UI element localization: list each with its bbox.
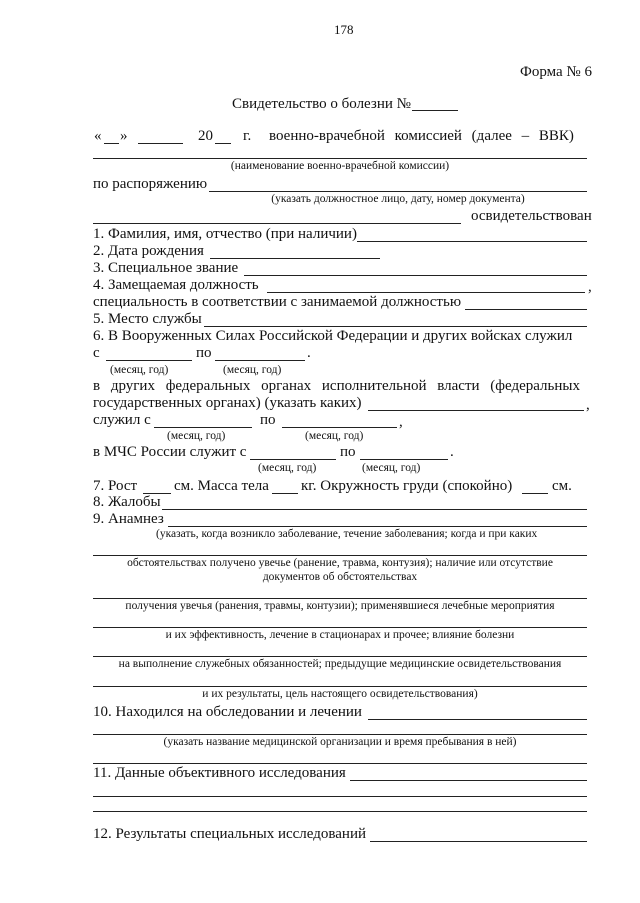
page-number: 178 bbox=[334, 22, 354, 37]
field-6-mchs-to-label: по bbox=[340, 444, 356, 460]
commission-name-field[interactable] bbox=[93, 158, 587, 159]
field-6-mchs-label: в МЧС России служит с bbox=[93, 444, 247, 460]
field-1-label: 1. Фамилия, имя, отчество (при наличии) bbox=[93, 226, 357, 242]
field-6-served-to-input[interactable] bbox=[282, 427, 397, 428]
field-6-from-input[interactable] bbox=[106, 360, 192, 361]
field-9-hint-6: на выполнение служебных обязанностей; предыдущие медицинские освидетельствования bbox=[118, 658, 562, 670]
field-12-label: 12. Результаты специальных исследований bbox=[93, 826, 366, 842]
field-7-chest-input[interactable] bbox=[522, 493, 548, 494]
field-6-label: 6. В Вооруженных Силах Российской Федерации и других войсках служил bbox=[93, 328, 573, 344]
field-4-input[interactable] bbox=[267, 292, 585, 293]
field-6-mchs-from-input[interactable] bbox=[250, 459, 336, 460]
date-open-quote: « bbox=[94, 128, 102, 144]
field-6-other-input[interactable] bbox=[368, 410, 584, 411]
date-close-quote: » bbox=[120, 128, 128, 144]
field-1-input[interactable] bbox=[357, 241, 587, 242]
field-4-label: 4. Замещаемая должность bbox=[93, 277, 259, 293]
field-9-hint-5: и их эффективность, лечение в стационарах и прочее; влияние болезни bbox=[165, 629, 515, 641]
year-prefix: 20 bbox=[198, 128, 213, 144]
field-6-other-line2: государственных органах) (указать каких) bbox=[93, 395, 362, 411]
field-6-other-comma: , bbox=[586, 397, 590, 413]
field-5-input[interactable] bbox=[204, 326, 587, 327]
field-6-served-hint-to: (месяц, год) bbox=[305, 430, 364, 442]
field-6-mchs-to-input[interactable] bbox=[360, 459, 448, 460]
field-6-mchs-hint-from: (месяц, год) bbox=[258, 462, 317, 474]
examined-person-field[interactable] bbox=[93, 223, 461, 224]
field-7-weight-label: см. Масса тела bbox=[174, 478, 269, 494]
field-10-label: 10. Находился на обследовании и лечении bbox=[93, 704, 362, 720]
field-9-line-5[interactable] bbox=[93, 656, 587, 657]
examined-label: освидетельствован bbox=[471, 208, 592, 224]
field-6-to-input[interactable] bbox=[215, 360, 305, 361]
field-6-hint-to: (месяц, год) bbox=[223, 364, 282, 376]
field-2-label: 2. Дата рождения bbox=[93, 243, 204, 259]
field-12-input[interactable] bbox=[370, 841, 587, 842]
order-hint: (указать должностное лицо, дату, номер документа) bbox=[271, 193, 525, 205]
field-6-served-from-input[interactable] bbox=[154, 427, 252, 428]
form-label: Форма № 6 bbox=[520, 64, 592, 80]
field-6-served-hint-from: (месяц, год) bbox=[167, 430, 226, 442]
field-6-hint-from: (месяц, год) bbox=[110, 364, 169, 376]
field-10-line-3[interactable] bbox=[93, 763, 587, 764]
field-4b-input[interactable] bbox=[465, 309, 587, 310]
year-field[interactable] bbox=[215, 143, 231, 144]
field-9-label: 9. Анамнез bbox=[93, 511, 164, 527]
field-11-input[interactable] bbox=[350, 780, 587, 781]
field-7-height-label: 7. Рост bbox=[93, 478, 138, 494]
field-6-served-to-label: по bbox=[260, 412, 276, 428]
field-6-served-comma: , bbox=[399, 414, 403, 430]
field-9-line-6[interactable] bbox=[93, 686, 587, 687]
field-11-label: 11. Данные объективного исследования bbox=[93, 765, 346, 781]
commission-text: военно-врачебной комиссией (далее – ВВК) bbox=[269, 128, 574, 144]
field-2-input[interactable] bbox=[210, 258, 380, 259]
field-6-mchs-dot: . bbox=[450, 444, 454, 460]
field-9-input[interactable] bbox=[168, 526, 587, 527]
field-6-to-dot: . bbox=[307, 345, 311, 361]
field-10-hint: (указать название медицинской организации и время пребывания в ней) bbox=[163, 736, 517, 748]
field-6-other-line1: в других федеральных органах исполнительной власти (федеральных bbox=[93, 378, 580, 394]
field-6-served-label: служил с bbox=[93, 412, 151, 428]
field-9-hint-3: документов об обстоятельствах bbox=[262, 571, 418, 583]
field-3-input[interactable] bbox=[244, 275, 587, 276]
field-9-hint-4: получения увечья (ранения, травмы, контузии); применявшиеся лечебные мероприятия bbox=[125, 600, 555, 612]
order-field[interactable] bbox=[209, 191, 587, 192]
commission-hint: (наименование военно-врачебной комиссии) bbox=[230, 160, 450, 172]
field-9-line-3[interactable] bbox=[93, 598, 587, 599]
field-4-comma: , bbox=[588, 279, 592, 295]
field-9-hint-1: (указать, когда возникло заболевание, течение заболевания; когда и при каких bbox=[156, 528, 538, 540]
field-9-hint-7: и их результаты, цель настоящего освидетельствования) bbox=[202, 688, 478, 700]
month-field[interactable] bbox=[138, 143, 183, 144]
field-6-mchs-hint-to: (месяц, год) bbox=[362, 462, 421, 474]
field-4b-label: специальность в соответствии с занимаемой должностью bbox=[93, 294, 462, 310]
day-field[interactable] bbox=[104, 143, 119, 144]
field-10-line-2[interactable] bbox=[93, 734, 587, 735]
field-9-hint-2: обстоятельствах получено увечье (ранение, травма, контузия); наличие или отсутствие bbox=[127, 557, 553, 569]
field-9-line-2[interactable] bbox=[93, 555, 587, 556]
field-7-cm-label: см. bbox=[552, 478, 572, 494]
by-order-label: по распоряжению bbox=[93, 176, 208, 192]
document-title: Свидетельство о болезни № bbox=[232, 96, 411, 112]
field-11-line-2[interactable] bbox=[93, 796, 587, 797]
field-8-label: 8. Жалобы bbox=[93, 494, 161, 510]
field-6-from-label: с bbox=[93, 345, 100, 361]
year-suffix: г. bbox=[243, 128, 252, 144]
field-11-line-3[interactable] bbox=[93, 811, 587, 812]
field-7-weight-input[interactable] bbox=[272, 493, 298, 494]
field-7-chest-label: кг. Окружность груди (спокойно) bbox=[301, 478, 513, 494]
field-3-label: 3. Специальное звание bbox=[93, 260, 239, 276]
field-8-input[interactable] bbox=[162, 509, 587, 510]
field-6-to-label: по bbox=[196, 345, 212, 361]
field-10-input[interactable] bbox=[368, 719, 587, 720]
certificate-number-field[interactable] bbox=[412, 110, 458, 111]
field-5-label: 5. Место службы bbox=[93, 311, 202, 327]
field-9-line-4[interactable] bbox=[93, 627, 587, 628]
